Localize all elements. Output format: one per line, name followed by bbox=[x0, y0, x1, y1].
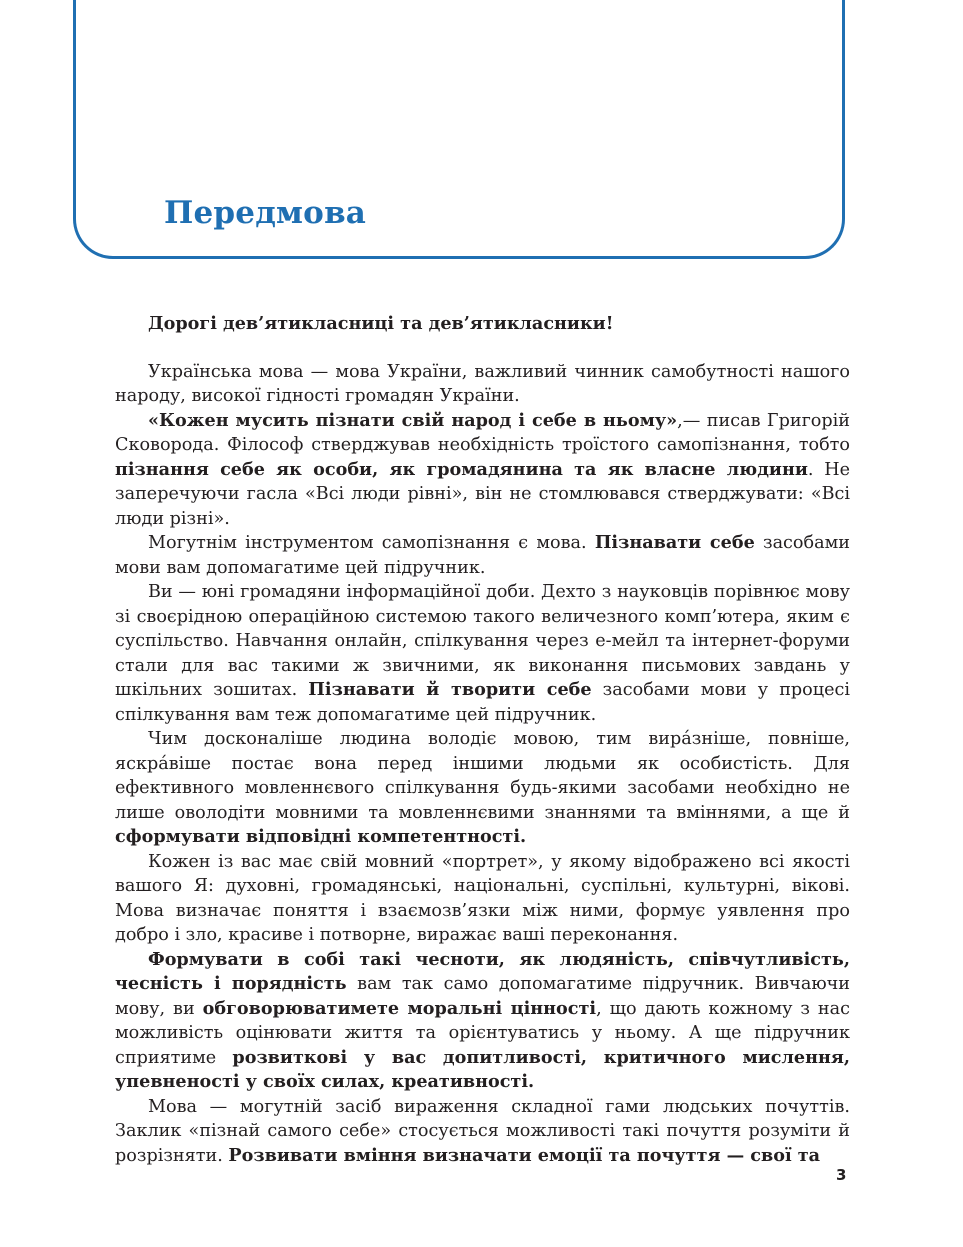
paragraph bbox=[115, 727, 850, 850]
text-run: , що дають кожному з нас можливість оцінювати життя та орієнтуватись у ньому. А ще підручник сприятиме bbox=[115, 998, 851, 1068]
paragraph bbox=[115, 948, 850, 1095]
bold-text: пізнання себе як особи, як громадянина та як власне людини bbox=[115, 458, 808, 480]
bold-text: Пізнавати й творити себе bbox=[308, 679, 592, 700]
text-run: Кожен із вас має свій мовний «портрет», у якому відображено всі якості вашого Я: духовні, громадянські, національні, суспільні, культурні, вікові. Мова визначає поняття і взаємозв’язки між ними, формує уявлення про добро і зло, красиве і потворне, виражає ваші переконання. bbox=[115, 851, 850, 945]
text-run: засобами мови у процесі спілкування вам теж допомагатиме цей підручник. bbox=[115, 680, 850, 725]
paragraph bbox=[115, 531, 850, 580]
bold-text: обговорюватимете моральні цінності bbox=[202, 997, 597, 1019]
text-run: Чим досконаліше людина володіє мовою, тим вира́зніше, повніше, яскра́віше постає вона перед іншими людьми як особистість. Для ефективного мовленнєвого спілкування будь-якими засобами необхідно не лише оволодіти мовними та мовленнєвими знаннями та вміннями, а ще й bbox=[115, 729, 850, 823]
text-run: ,— писав Григорій Сковорода. Філософ стверджував необхідність троїстого самопізнання, тобто bbox=[115, 410, 850, 455]
text-run: Українська мова — мова України, важливий чинник самобутності нашого народу, високої гідності громадян України. bbox=[115, 361, 850, 406]
page-number: 3 bbox=[836, 1166, 847, 1184]
text-run: Мова — могутній засіб вираження складної гами людських почуттів. Заклик «пізнай самого себе» стосується можливості такі почуття розуміти й розрізняти. bbox=[115, 1096, 850, 1166]
paragraphs bbox=[115, 360, 850, 1169]
text-run: засобами мови вам допомагатиме цей підручник. bbox=[115, 533, 850, 578]
text-run: . Не заперечуючи гасла «Всі люди рівні», він не стомлювався стверджувати: «Всі люди різні». bbox=[115, 459, 850, 529]
bold-text: Розвивати вміння визначати емоції та почуття — свої та bbox=[228, 1144, 821, 1166]
page-title: Передмова bbox=[164, 195, 367, 231]
paragraph bbox=[115, 360, 850, 409]
text-run: Могутнім інструментом самопізнання є мова. bbox=[148, 533, 595, 553]
bold-text: сформувати відповідні компетентності. bbox=[115, 826, 527, 847]
paragraph bbox=[115, 1095, 850, 1169]
preface-body bbox=[115, 312, 850, 1168]
bold-text: «Кожен мусить пізнати свій народ і себе в ньому» bbox=[148, 409, 678, 431]
greeting: Дорогі дев’ятикласниці та дев’ятикласники! bbox=[148, 313, 614, 334]
text-run: Ви — юні громадяни інформаційної доби. Дехто з науковців порівнює мову зі своєрідною операційною системою такого величезного комп’ютера, яким є суспільство. Навчання онлайн, спілкування через е-мейл та інтернет-форуми стали для вас такими ж звичними, як виконання письмових завдань у шкільних зошитах. bbox=[115, 582, 850, 700]
bold-text: Пізнавати себе bbox=[594, 532, 755, 553]
paragraph bbox=[115, 580, 850, 727]
bold-text: розвиткові у вас допитливості, критичного мислення, упевненості у своїх силах, креативності. bbox=[115, 1046, 850, 1092]
text-run: вам так само допомагатиме підручник. Вивчаючи мову, ви bbox=[115, 974, 850, 1019]
paragraph bbox=[115, 409, 850, 532]
paragraph bbox=[115, 850, 850, 948]
bold-text: Формувати в собі такі чесноти, як людяність, співчутливість, чесність і порядність bbox=[115, 948, 850, 994]
